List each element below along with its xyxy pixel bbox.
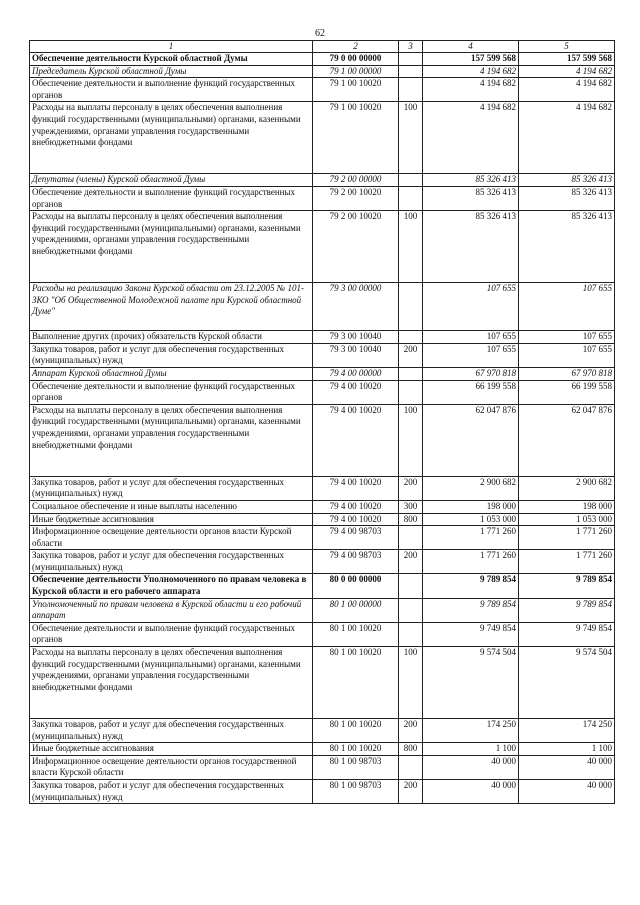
header-col-4: 4 [423, 41, 519, 53]
row-vr-cell [399, 622, 423, 646]
table-row [30, 331, 615, 344]
row-vr-cell [399, 53, 423, 66]
row-vr-cell [399, 78, 423, 102]
row-amount-col4: 198 000 [423, 500, 519, 513]
row-name-cell: Обеспечение деятельности и выполнение функций государственных органов [30, 622, 313, 646]
table-row [30, 404, 615, 476]
row-amount-col4: 85 326 413 [423, 186, 519, 210]
row-vr-cell: 200 [399, 476, 423, 500]
row-code-cell: 80 1 00 98703 [313, 780, 399, 804]
row-amount-col5: 157 599 568 [519, 53, 615, 66]
table-row [30, 78, 615, 102]
row-vr-cell: 100 [399, 404, 423, 476]
row-name-cell: Иные бюджетные ассигнования [30, 743, 313, 756]
row-code-cell: 79 3 00 10040 [313, 343, 399, 367]
row-amount-col5: 9 574 504 [519, 647, 615, 719]
row-vr-cell [399, 380, 423, 404]
row-code-cell: 79 4 00 10020 [313, 500, 399, 513]
row-code-cell: 79 4 00 98703 [313, 550, 399, 574]
row-name-cell: Закупка товаров, работ и услуг для обеспечения государственных (муниципальных) нужд [30, 780, 313, 804]
row-amount-col4: 4 194 682 [423, 78, 519, 102]
row-amount-col5: 85 326 413 [519, 211, 615, 283]
header-col-2: 2 [313, 41, 399, 53]
row-vr-cell [399, 574, 423, 598]
row-amount-col5: 85 326 413 [519, 174, 615, 187]
row-name-cell: Обеспечение деятельности Курской областной Думы [30, 53, 313, 66]
row-amount-col4: 40 000 [423, 780, 519, 804]
table-row [30, 102, 615, 174]
row-vr-cell [399, 186, 423, 210]
row-code-cell: 79 1 00 00000 [313, 65, 399, 78]
row-name-cell: Обеспечение деятельности Уполномоченного по правам человека в Курской области и его рабочего аппарата [30, 574, 313, 598]
row-name-cell: Иные бюджетные ассигнования [30, 513, 313, 526]
row-code-cell: 79 4 00 10020 [313, 513, 399, 526]
row-code-cell: 79 4 00 98703 [313, 526, 399, 550]
row-vr-cell [399, 331, 423, 344]
table-row [30, 283, 615, 331]
row-amount-col4: 1 053 000 [423, 513, 519, 526]
table-header-row [30, 41, 615, 53]
row-amount-col4: 4 194 682 [423, 102, 519, 174]
row-name-cell: Информационное освещение деятельности органов государственной власти Курской области [30, 755, 313, 779]
row-vr-cell: 100 [399, 647, 423, 719]
table-row [30, 622, 615, 646]
row-vr-cell: 300 [399, 500, 423, 513]
row-amount-col4: 85 326 413 [423, 211, 519, 283]
row-amount-col4: 85 326 413 [423, 174, 519, 187]
row-vr-cell: 200 [399, 719, 423, 743]
row-amount-col5: 40 000 [519, 780, 615, 804]
table-row [30, 743, 615, 756]
row-code-cell: 79 4 00 10020 [313, 380, 399, 404]
row-code-cell: 80 1 00 10020 [313, 743, 399, 756]
row-amount-col4: 62 047 876 [423, 404, 519, 476]
row-vr-cell [399, 65, 423, 78]
table-row [30, 367, 615, 380]
row-name-cell: Обеспечение деятельности и выполнение функций государственных органов [30, 78, 313, 102]
row-amount-col4: 9 789 854 [423, 598, 519, 622]
page-number: 62 [315, 28, 325, 39]
row-amount-col4: 174 250 [423, 719, 519, 743]
row-amount-col4: 67 970 818 [423, 367, 519, 380]
row-name-cell: Аппарат Курской областной Думы [30, 367, 313, 380]
row-amount-col4: 9 749 854 [423, 622, 519, 646]
table-row [30, 598, 615, 622]
row-code-cell: 80 1 00 10020 [313, 622, 399, 646]
row-code-cell: 79 4 00 10020 [313, 404, 399, 476]
row-amount-col5: 1 100 [519, 743, 615, 756]
row-amount-col5: 4 194 682 [519, 65, 615, 78]
row-amount-col5: 1 053 000 [519, 513, 615, 526]
row-amount-col4: 4 194 682 [423, 65, 519, 78]
row-code-cell: 80 1 00 10020 [313, 647, 399, 719]
table-row [30, 174, 615, 187]
row-amount-col5: 198 000 [519, 500, 615, 513]
row-vr-cell: 200 [399, 550, 423, 574]
row-code-cell: 79 4 00 10020 [313, 476, 399, 500]
header-col-5: 5 [519, 41, 615, 53]
row-amount-col5: 1 771 260 [519, 526, 615, 550]
table-row [30, 500, 615, 513]
row-code-cell: 79 1 00 10020 [313, 78, 399, 102]
row-name-cell: Расходы на выплаты персоналу в целях обеспечения выполнения функций государственными (муниципальными) органами, казенными учреждениями, органами управления государственными внебюджетными фондами [30, 211, 313, 283]
row-amount-col4: 157 599 568 [423, 53, 519, 66]
row-amount-col5: 107 655 [519, 283, 615, 331]
header-col-3: 3 [399, 41, 423, 53]
table-row [30, 719, 615, 743]
row-amount-col5: 1 771 260 [519, 550, 615, 574]
row-amount-col5: 174 250 [519, 719, 615, 743]
row-amount-col5: 4 194 682 [519, 102, 615, 174]
row-amount-col4: 1 100 [423, 743, 519, 756]
row-code-cell: 79 2 00 10020 [313, 186, 399, 210]
row-amount-col5: 9 749 854 [519, 622, 615, 646]
table-row [30, 343, 615, 367]
row-vr-cell: 100 [399, 102, 423, 174]
table-row [30, 476, 615, 500]
row-code-cell: 79 2 00 10020 [313, 211, 399, 283]
row-name-cell: Обеспечение деятельности и выполнение функций государственных органов [30, 186, 313, 210]
row-name-cell: Председатель Курской областной Думы [30, 65, 313, 78]
row-amount-col4: 66 199 558 [423, 380, 519, 404]
row-name-cell: Уполномоченный по правам человека в Курской области и его рабочий аппарат [30, 598, 313, 622]
header-col-1: 1 [30, 41, 313, 53]
row-code-cell: 79 3 00 10040 [313, 331, 399, 344]
row-code-cell: 79 2 00 00000 [313, 174, 399, 187]
row-code-cell: 80 0 00 00000 [313, 574, 399, 598]
row-amount-col4: 107 655 [423, 343, 519, 367]
row-amount-col5: 66 199 558 [519, 380, 615, 404]
row-amount-col5: 62 047 876 [519, 404, 615, 476]
table-row [30, 513, 615, 526]
row-code-cell: 79 4 00 00000 [313, 367, 399, 380]
row-code-cell: 79 0 00 00000 [313, 53, 399, 66]
table-body [30, 53, 615, 804]
row-code-cell: 79 3 00 00000 [313, 283, 399, 331]
table-row [30, 211, 615, 283]
row-amount-col4: 40 000 [423, 755, 519, 779]
row-amount-col4: 1 771 260 [423, 526, 519, 550]
row-name-cell: Закупка товаров, работ и услуг для обеспечения государственных (муниципальных) нужд [30, 719, 313, 743]
row-amount-col4: 9 789 854 [423, 574, 519, 598]
row-name-cell: Информационное освещение деятельности органов власти Курской области [30, 526, 313, 550]
table-row [30, 550, 615, 574]
row-vr-cell: 100 [399, 211, 423, 283]
row-name-cell: Социальное обеспечение и иные выплаты населению [30, 500, 313, 513]
row-name-cell: Расходы на реализацию Закона Курской области от 23.12.2005 № 101-ЗКО "Об Общественной Молодежной палате при Курской областной Думе" [30, 283, 313, 331]
row-vr-cell [399, 283, 423, 331]
table-row [30, 526, 615, 550]
row-vr-cell [399, 526, 423, 550]
row-name-cell: Расходы на выплаты персоналу в целях обеспечения выполнения функций государственными (муниципальными) органами, казенными учреждениями, органами управления государственными внебюджетными фондами [30, 404, 313, 476]
row-vr-cell: 200 [399, 343, 423, 367]
row-amount-col5: 4 194 682 [519, 78, 615, 102]
row-amount-col5: 9 789 854 [519, 574, 615, 598]
row-code-cell: 80 1 00 00000 [313, 598, 399, 622]
row-amount-col5: 9 789 854 [519, 598, 615, 622]
row-name-cell: Закупка товаров, работ и услуг для обеспечения государственных (муниципальных) нужд [30, 476, 313, 500]
row-name-cell: Депутаты (члены) Курской областной Думы [30, 174, 313, 187]
row-name-cell: Выполнение других (прочих) обязательств Курской области [30, 331, 313, 344]
row-vr-cell: 800 [399, 513, 423, 526]
table-row [30, 755, 615, 779]
table-row [30, 574, 615, 598]
row-amount-col5: 107 655 [519, 331, 615, 344]
row-amount-col4: 107 655 [423, 283, 519, 331]
row-name-cell: Закупка товаров, работ и услуг для обеспечения государственных (муниципальных) нужд [30, 343, 313, 367]
table-row [30, 65, 615, 78]
row-amount-col4: 1 771 260 [423, 550, 519, 574]
row-name-cell: Обеспечение деятельности и выполнение функций государственных органов [30, 380, 313, 404]
row-amount-col5: 40 000 [519, 755, 615, 779]
row-amount-col5: 2 900 682 [519, 476, 615, 500]
table-row [30, 647, 615, 719]
row-name-cell: Закупка товаров, работ и услуг для обеспечения государственных (муниципальных) нужд [30, 550, 313, 574]
row-amount-col5: 85 326 413 [519, 186, 615, 210]
row-vr-cell: 200 [399, 780, 423, 804]
row-vr-cell [399, 367, 423, 380]
row-amount-col5: 67 970 818 [519, 367, 615, 380]
table-row [30, 380, 615, 404]
row-amount-col4: 9 574 504 [423, 647, 519, 719]
row-amount-col5: 107 655 [519, 343, 615, 367]
row-amount-col4: 107 655 [423, 331, 519, 344]
row-vr-cell [399, 755, 423, 779]
row-code-cell: 80 1 00 98703 [313, 755, 399, 779]
row-vr-cell [399, 174, 423, 187]
row-vr-cell: 800 [399, 743, 423, 756]
row-vr-cell [399, 598, 423, 622]
row-name-cell: Расходы на выплаты персоналу в целях обеспечения выполнения функций государственными (муниципальными) органами, казенными учреждениями, органами управления государственными внебюджетными фондами [30, 647, 313, 719]
row-amount-col4: 2 900 682 [423, 476, 519, 500]
budget-table [29, 40, 615, 804]
table-row [30, 186, 615, 210]
row-name-cell: Расходы на выплаты персоналу в целях обеспечения выполнения функций государственными (муниципальными) органами, казенными учреждениями, органами управления государственными внебюджетными фондами [30, 102, 313, 174]
row-code-cell: 80 1 00 10020 [313, 719, 399, 743]
table-row [30, 780, 615, 804]
table-row [30, 53, 615, 66]
row-code-cell: 79 1 00 10020 [313, 102, 399, 174]
